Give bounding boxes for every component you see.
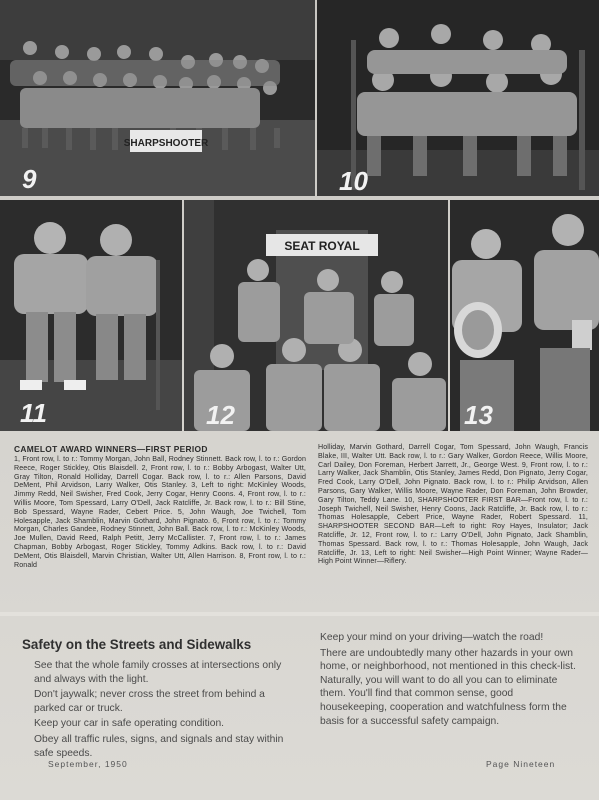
article-paragraph: There are undoubtedly many other hazards in your own home, or neighborhood, not mentioned in this check-list. Naturally, you will want to do all you can to eliminate them. You'll find that common sense, good housekeeping, cooperation and watchfulness form the basis for a successful safety campaign. (320, 647, 576, 727)
photo-13 (450, 200, 599, 431)
section-divider (0, 612, 599, 616)
photo-9 (0, 0, 315, 196)
caption-column-left: 1, Front row, l. to r.: Tommy Morgan, John Ball, Rodney Stinnett. Back row, l. to r.: Gordon Reece, Roger Stickley, Otis Blaisdell. 2, Front row, l. to r.: Bobby Arbogast, Walter Utt, Gray Tilton, Ronald Holliday, Darrell Cogar. Back row, l. to r.: Allen Parsons, David DeMent, Phil Arvidson, Larry Walker, Otis Stanley. 3, Left to right: McKinley Woods, Jimmy Redd, Neil Swisher, Fred Cook, Jerry Cogar, Henry Coons. 4, Front row, l. to r.: Willis Moore, Tom Spessard, Larry O'Dell, Jack Ratcliffe, Jr. Back row, l. to r.: Bill Stine, Bob Spessard, Wayne Rader, Cebert Price. 5, John Waugh, Joe Twichell, Tom Holesapple, Jack Shamblin, Marvin Gothard, John Pignato. 6, Front row, l. to r.: Tommy Morgan, Charles Gandee, Rodney Stinnett, John Ball. Back row, l. to r.: McKinley Woods, Joe Mullen, David Reed, Ralph Petitt, Jerry McCallister. 7, Front row, l. to r.: James Chapman, Bobby Arbogast, Roger Stickley, Tommy Adkins. Back row, l. to r.: David DeMent, Otis Blaisdell, Marvin Christian, Walter Utt, Allen Harrison. 8, Front row, l. to r.: Ronald (14, 455, 306, 569)
photo-13-number: 13 (464, 400, 493, 430)
article-column-right (320, 631, 582, 730)
issue-date: September, 1950 (48, 759, 128, 769)
photo-11 (0, 200, 182, 431)
photo-9-image (0, 0, 315, 196)
caption-title: CAMELOT AWARD WINNERS—FIRST PERIOD (14, 444, 208, 454)
photo-10-image (317, 0, 599, 196)
photo-13-image (450, 200, 599, 431)
caption-column-right: Holliday, Marvin Gothard, Darrell Cogar, Tom Spessard, John Waugh, Francis Blake, III, Walter Utt. Back row, l. to r.: Gary Walker, Gordon Reece, Willis Moore, Carl Dailey, Don Foreman, Herbert Jarrett, Jr., George West. 9, Front row, l. to r.: Larry Walker, Jack Shamblin, Otis Stanley, James Redd, Don Pignato, Jerry Cogar, Fred Cook, Larry O'Dell, John Pignato. Back row, l. to r.: Philip Arvidson, Allen Parsons, Gary Walker, Willis Moore, Wayne Rader, Don Foreman, John Browder, Gary Tilton, Teddy Lane. 10, SHARPSHOOTER FIRST BAR—Front row, l. to r.: Joseph Twichell, Neil Swisher, Henry Coons, Jack Ratcliffe, Jr. Back row, l. to r.: Thomas Holesapple, Cebert Price, Wayne Rader, Robert Spessard. 11, SHARPSHOOTER SECOND BAR—Left to right: Roy Hayes, Insulator; Jack Ratcliffe, Jr. 12, Front row, l. to r.: Larry O'Dell, John Pignato, Jack Shamblin, Thomas Spessard. Back row, l. to r.: Thomas Holesapple, John Waugh, Jack Ratcliffe, Jr. 13, Left to right: Neil Swisher—High Point Winner; Wayne Rader—High Point Winner—Riflery. (318, 443, 588, 566)
photo-12-image (184, 200, 448, 431)
article-paragraph: Don't jaywalk; never cross the street from behind a parked car or truck. (34, 689, 265, 714)
article-title: Safety on the Streets and Sidewalks (22, 637, 252, 652)
photo-11-number: 11 (20, 398, 47, 428)
sharpshooter-sign-text: SHARPSHOOTER (123, 138, 209, 149)
article-paragraph: See that the whole family crosses at intersections only and always with the light. (34, 660, 282, 685)
photo-10-number: 10 (339, 166, 368, 196)
article-paragraph: Obey all traffic rules, signs, and signals and stay within safe speeds. (34, 733, 284, 759)
article-column-left (34, 659, 296, 762)
photo-9-number: 9 (22, 164, 37, 194)
photo-11-image (0, 200, 182, 431)
article-paragraph: Keep your mind on your driving—watch the road! (320, 632, 544, 643)
page-number: Page Nineteen (486, 759, 556, 769)
photo-12-number: 12 (206, 400, 235, 430)
photo-10 (317, 0, 599, 196)
photo-12 (184, 200, 448, 431)
seat-royal-sign-text: SEAT ROYAL (284, 239, 360, 253)
article-paragraph: Keep your car in safe operating condition. (34, 718, 225, 730)
